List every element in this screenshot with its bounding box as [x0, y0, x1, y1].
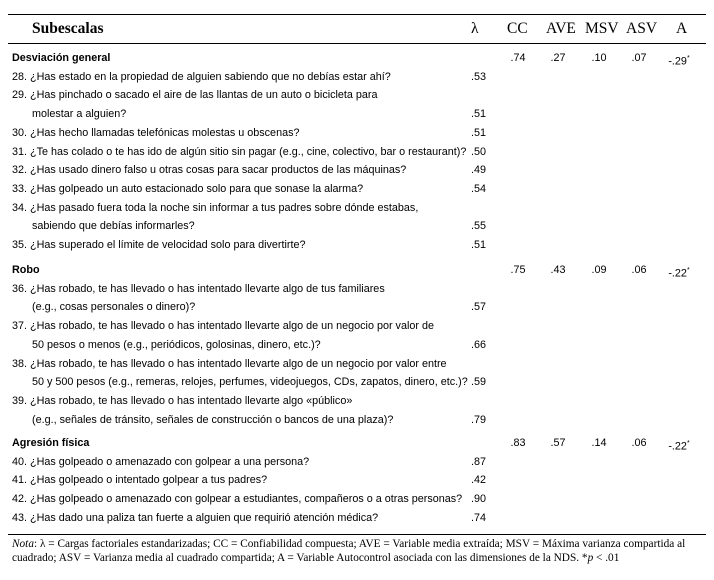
stat-value-a: -.29: [668, 55, 687, 68]
item-lambda: .66: [470, 338, 486, 351]
item-text: 31. ¿Te has colado o te has ido de algún sitio sin pagar (e.g., cine, colectivo, bar o restaurant)?: [12, 145, 467, 158]
item-text: 35. ¿Has superado el límite de velocidad solo para divertirte?: [12, 239, 306, 251]
stat-value-a: -.22: [668, 440, 687, 453]
item-text: 36. ¿Has robado, te has llevado o has intentado llevarte algo de tus familiares: [12, 282, 385, 295]
item-lambda: .55: [470, 220, 486, 233]
section-stat-ave: [538, 264, 578, 277]
section-title: Agresión física: [12, 437, 90, 449]
item-text: 38. ¿Has robado, te has llevado o has intentado llevarte algo de un negocio por valor entre: [12, 357, 447, 370]
item-text: 50 pesos o menos (e.g., periódicos, golosinas, dinero, etc.)?: [32, 338, 321, 351]
significance-mark: *: [686, 55, 690, 62]
item-lambda: .57: [470, 301, 486, 314]
note-label: Nota: [12, 538, 34, 550]
section-stat-a: [659, 52, 699, 69]
item-text: 37. ¿Has robado, te has llevado o has intentado llevarte algo de un negocio por valor de: [12, 320, 434, 333]
stat-value-cc: .75: [510, 264, 526, 276]
stat-value-asv: .06: [631, 437, 647, 449]
bottom-rule: [8, 534, 706, 535]
header-subescalas: Subescalas: [32, 20, 104, 37]
section-stat-msv: [579, 437, 619, 450]
item-lambda: .74: [470, 511, 486, 524]
stat-value-ave: .43: [550, 264, 566, 276]
stat-value-ave: .57: [550, 437, 566, 449]
item-lambda: .50: [470, 145, 486, 158]
item-lambda: .59: [470, 376, 486, 389]
section-stat-ave: [538, 437, 578, 450]
header-cc: CC: [507, 20, 528, 37]
section-stat-asv: [619, 264, 659, 277]
significance-mark: *: [686, 440, 690, 447]
item-text: 28. ¿Has estado en la propiedad de alguien sabiendo que no debías estar ahí?: [12, 70, 391, 83]
significance-mark: *: [686, 267, 690, 274]
item-lambda: .53: [470, 70, 486, 83]
stat-value-ave: .27: [550, 52, 566, 64]
stat-value-cc: .83: [510, 437, 526, 449]
stat-value-msv: .14: [591, 437, 607, 449]
note-text-2: cuadrado; ASV = Varianza media al cuadrado compartida; A = Variable Autocontrol asociada con las dimensiones de la NDS.: [12, 552, 582, 564]
item-text: 42. ¿Has golpeado o amenazado con golpear a estudiantes, compañeros o a otras personas?: [12, 493, 463, 506]
item-text: sabiendo que debías informarles?: [32, 220, 195, 233]
item-text: 43. ¿Has dado una paliza tan fuerte a alguien que requirió atención médica?: [12, 511, 379, 524]
item-text: 40. ¿Has golpeado o amenazado con golpear a una persona?: [12, 455, 310, 468]
item-lambda: .90: [470, 493, 486, 506]
item-text: 29. ¿Has pinchado o sacado el aire de las llantas de un auto o bicicleta para: [12, 89, 378, 102]
section-stat-msv: [579, 52, 619, 65]
item-text: 33. ¿Has golpeado un auto estacionado solo para que sonase la alarma?: [12, 182, 364, 195]
stat-value-cc: .74: [510, 52, 526, 64]
item-text: (e.g., señales de tránsito, señales de construcción o bancos de una plaza)?: [32, 413, 394, 426]
item-text: 34. ¿Has pasado fuera toda la noche sin informar a tus padres sobre dónde estabas,: [12, 201, 419, 214]
section-stat-msv: [579, 264, 619, 277]
section-stat-cc: [498, 437, 538, 450]
item-text: 30. ¿Has hecho llamadas telefónicas molestas u obscenas?: [12, 126, 300, 139]
section-title: Robo: [12, 264, 40, 276]
stat-value-msv: .09: [591, 264, 607, 276]
item-text: (e.g., cosas personales o dinero)?: [32, 301, 196, 314]
header-msv: MSV: [585, 20, 619, 37]
section-stat-cc: [498, 52, 538, 65]
item-lambda: .51: [470, 126, 486, 139]
item-lambda: .49: [470, 164, 486, 177]
table-note-line-2: [12, 551, 619, 565]
item-text: 50 y 500 pesos (e.g., remeras, relojes, perfumes, videojuegos, CDs, zapatos, dinero, etc.)?: [32, 376, 468, 389]
section-title: Desviación general: [12, 52, 111, 64]
section-stat-asv: [619, 52, 659, 65]
stat-value-a: -.22: [668, 267, 687, 280]
item-text: 41. ¿Has golpeado o intentado golpear a tus padres?: [12, 474, 268, 487]
item-lambda: .79: [470, 413, 486, 426]
item-text: 39. ¿Has robado, te has llevado o has intentado llevarte algo «público»: [12, 394, 353, 407]
section-stat-a: [659, 437, 699, 454]
item-text: molestar a alguien?: [32, 108, 127, 121]
item-lambda: .54: [470, 182, 486, 195]
item-text: 32. ¿Has usado dinero falso u otras cosas para sacar productos de las máquinas?: [12, 164, 407, 177]
note-significance-star: *: [581, 552, 588, 564]
section-stat-cc: [498, 264, 538, 277]
item-lambda: .51: [470, 239, 486, 251]
stat-value-asv: .06: [631, 264, 647, 276]
section-stat-ave: [538, 52, 578, 65]
section-stat-a: [659, 264, 699, 281]
section-stat-asv: [619, 437, 659, 450]
item-lambda: .51: [470, 108, 486, 121]
stat-value-msv: .10: [591, 52, 607, 64]
header-asv: ASV: [626, 20, 658, 37]
stat-value-asv: .07: [631, 52, 647, 64]
item-lambda: .87: [470, 455, 486, 468]
top-rule: [8, 14, 706, 15]
header-a: A: [676, 20, 688, 37]
note-text-1: : λ = Cargas factoriales estandarizadas; CC = Confiabilidad compuesta; AVE = Variable media extraída; MSV = Máxima varianza compartida al: [33, 538, 686, 550]
header-lambda: λ: [471, 20, 479, 37]
item-lambda: .42: [470, 474, 486, 487]
note-significance-value: < .01: [593, 552, 620, 564]
table-note-line-1: [12, 537, 685, 551]
note-p-letter: p: [587, 552, 594, 564]
header-ave: AVE: [546, 20, 576, 37]
header-rule: [8, 43, 706, 44]
